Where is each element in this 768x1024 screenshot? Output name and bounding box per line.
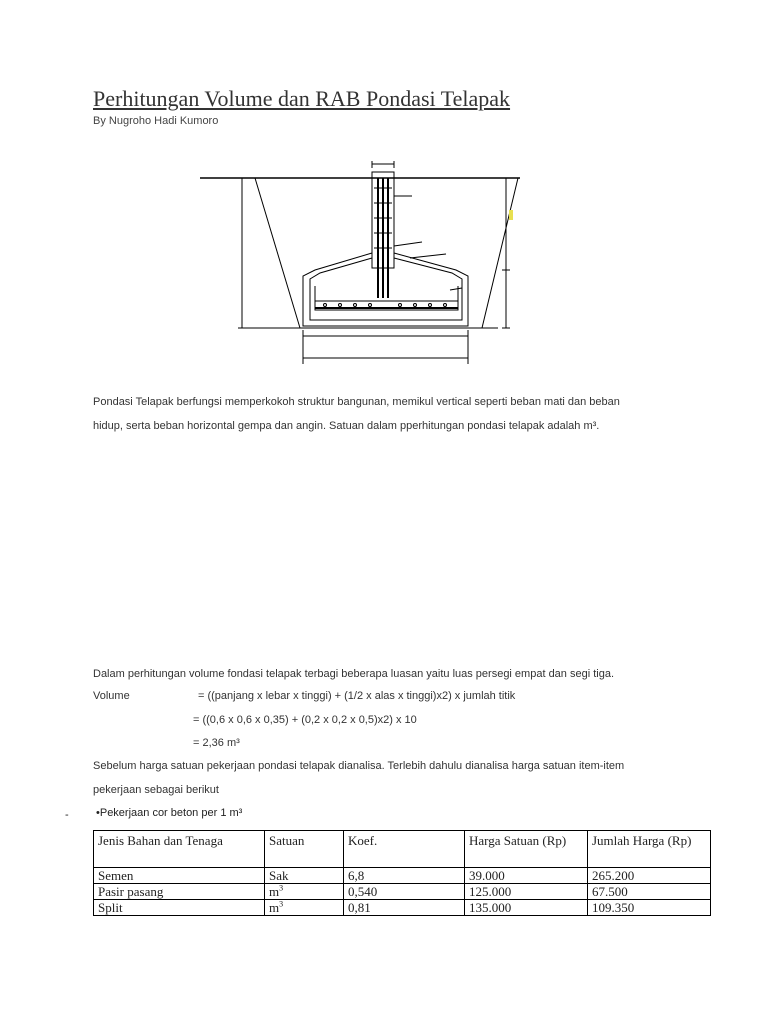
volume-formula-result: = 2,36 m³ [193,737,240,749]
cell-satuan [265,868,344,884]
cell-jumlah: 109.350 [588,900,711,916]
table-header-row [94,831,711,868]
volume-intro: Dalam perhitungan volume fondasi telapak terbagi beberapa luasan yaitu luas persegi empat dan segi tiga. [93,668,615,680]
volume-formula-line-2: = ((0,6 x 0,6 x 0,35) + (0,2 x 0,2 x 0,5)x2) x 10 [193,714,417,726]
cell-jumlah: 67.500 [588,884,711,900]
material-price-table [93,830,711,916]
table-row [94,884,711,900]
cell-satuan-unit: m [269,900,280,915]
cell-harga: 125.000 [465,884,588,900]
header-satuan: Satuan [265,831,344,868]
analysis-line-1: Sebelum harga satuan pekerjaan pondasi telapak dianalisa. Terlebih dahulu dianalisa harga satuan item-item [93,760,625,772]
header-jumlah-harga: Jumlah Harga (Rp) [588,831,711,868]
author-byline: By Nugroho Hadi Kumoro [93,115,219,127]
cell-koef: 0,81 [344,900,465,916]
cell-satuan-sup: 3 [279,899,284,909]
volume-formula-line-1: = ((panjang x lebar x tinggi) + (1/2 x alas x tinggi)x2) x jumlah titik [198,690,516,702]
cell-jenis: Semen [94,868,265,884]
bullet-dash: - [65,809,69,821]
header-koef: Koef. [344,831,465,868]
table-row [94,900,711,916]
cell-harga: 39.000 [465,868,588,884]
document-title: Perhitungan Volume dan RAB Pondasi Telapak [93,86,511,111]
cell-jenis: Split [94,900,265,916]
cell-satuan-unit: m [269,884,280,899]
cell-satuan [265,900,344,916]
table-row [94,868,711,884]
header-jenis: Jenis Bahan dan Tenaga [94,831,265,868]
cell-jumlah: 265.200 [588,868,711,884]
volume-label: Volume [93,690,130,702]
cell-koef: 6,8 [344,868,465,884]
intro-line-2: hidup, serta beban horizontal gempa dan angin. Satuan dalam pperhitungan pondasi telapak adalah m³. [93,420,600,432]
cell-harga: 135.000 [465,900,588,916]
analysis-line-2: pekerjaan sebagai berikut [93,784,219,796]
cell-satuan-unit: Sak [269,868,289,883]
cell-satuan [265,884,344,900]
bullet-item: •Pekerjaan cor beton per 1 m³ [96,807,243,819]
foundation-cross-section-drawing [200,158,530,366]
cell-koef: 0,540 [344,884,465,900]
cell-satuan-sup: 3 [279,883,284,893]
cell-jenis: Pasir pasang [94,884,265,900]
header-harga-satuan: Harga Satuan (Rp) [465,831,588,868]
intro-line-1: Pondasi Telapak berfungsi memperkokoh struktur bangunan, memikul vertical seperti beban mati dan beban [93,396,620,408]
